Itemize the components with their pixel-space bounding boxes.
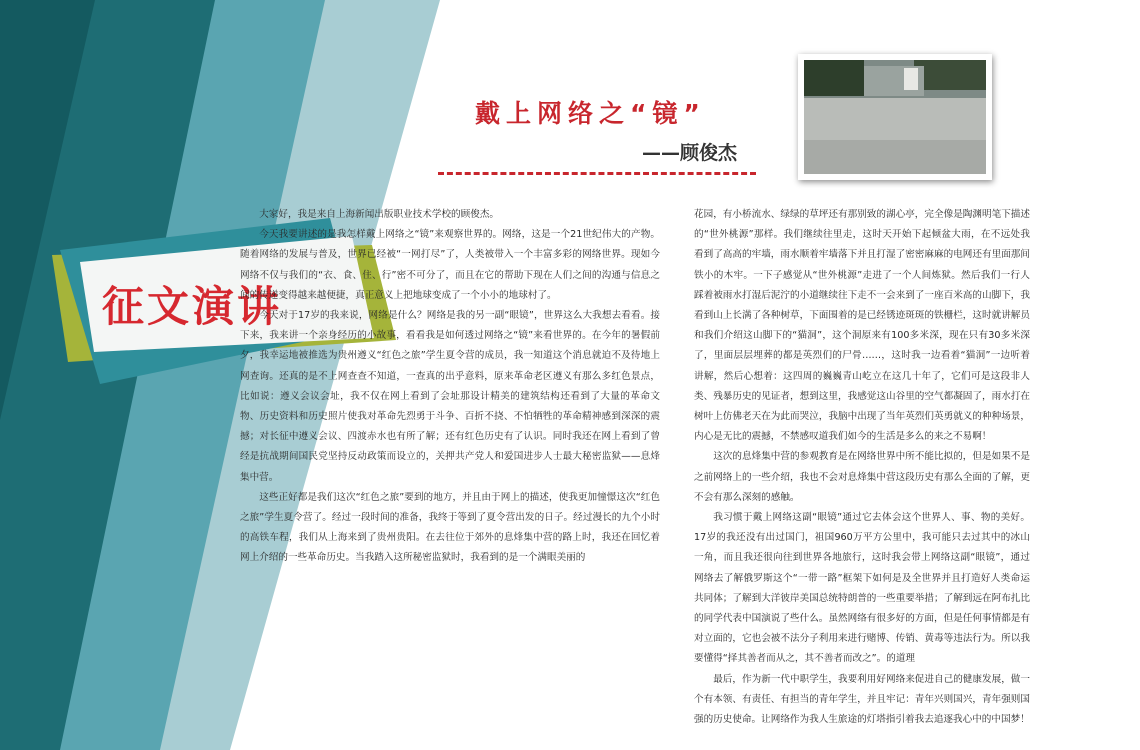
article-title: 戴上网络之“镜”: [475, 99, 706, 128]
photo-frame: [798, 54, 992, 180]
title-divider: [438, 172, 756, 175]
paragraph: 大家好，我是来自上海新闻出版职业技术学校的顾俊杰。: [259, 209, 500, 220]
section-banner-title: 征文演讲: [102, 282, 283, 331]
body-column-left: [240, 205, 660, 569]
paragraph: 这次的息烽集中营的参观教育是在网络世界中所不能比拟的，但是如果不是之前网络上的一些介绍，我也不会对息烽集中营这段历史有那么全面的了解，更不会有那么深刻的感触。: [694, 451, 1030, 503]
body-column-right: [694, 205, 1030, 730]
paragraph: 这些正好都是我们这次“红色之旅”要到的地方，并且由于网上的描述，使我更加憧憬这次“红色之旅”学生夏令营了。经过一段时间的准备，我终于等到了夏令营出发的日子。经过漫长的九个小时的高铁车程，我们从上海来到了贵州贵阳。在去往位于郊外的息烽集中营的路上时，我还在回忆着网上介绍的一些革命历史。当我踏入这所秘密监狱时，我看到的是一个满眼美丽的: [240, 491, 660, 564]
street-photo-icon: [804, 60, 986, 174]
paragraph: 花园，有小桥流水、绿绿的草坪还有那别致的湖心亭，完全像是陶渊明笔下描述的“世外桃源”那样。我们继续往里走，这时天开始下起倾盆大雨，在不远处我看到了高高的牢墙，雨水顺着牢墙落下并且打湿了密密麻麻的电网还有里面那间铁小的木牢。一下子感觉从“世外桃源”走进了一个人间炼狱。然后我们一行人踩着被雨水打湿后泥泞的小道继续往下走不一会来到了一座百米高的山脚下，我看到山上长满了各种树草，下面围着的是已经锈迹斑斑的铁栅栏，这时就讲解员和我们介绍这山脚下的“猫洞”，这个洞原来有100多米深，现在只有30多米深了，里面层层埋葬的都是英烈们的尸骨……，这时我一边看着“猫洞”一边听着讲解，然后心想着：这四周的巍巍青山屹立在这几十年了，它们可是这段非人类、残暴历史的见证者，想到这里，我感觉这山谷里的空气都凝固了，雨水打在树叶上仿佛老天在为此而哭泣，我脑中出现了当年英烈们英勇就义的种种场景，内心是无比的震撼，不禁感叹道我们如今的生活是多么的来之不易啊！: [694, 209, 1030, 443]
article-author: ——顾俊杰: [642, 142, 738, 164]
paragraph: 今天我要讲述的是我怎样戴上网络之“镜”来观察世界的。网络，这是一个21世纪伟大的产物。随着网络的发展与普及，世界已经被“一网打尽”了，人类被带入一个丰富多彩的网络世界。现如今网络不仅与我们的“衣、食、住、行”密不可分了，而且在它的帮助下现在人们之间的沟通与信息之间的传递变得越来越便捷，真正意义上把地球变成了一个小小的地球村了。: [240, 229, 660, 301]
paragraph: 今天对于17岁的我来说，网络是什么？网络是我的另一副“眼镜”，世界这么大我想去看看。接下来，我来讲一个亲身经历的小故事，看看我是如何透过网络之“镜”来看世界的。在今年的暑假前夕，我幸运地被推选为贵州遵义“红色之旅”学生夏令营的成员，我一知道这个消息就迫不及待地上网查询。还真的是不上网查查不知道，一查真的出乎意料，原来革命老区遵义有那么多红色景点，比如说：遵义会议会址，我不仅在网上看到了会址那设计精美的建筑结构还看到了大量的革命文物、历史资料和历史照片使我对革命先烈勇于斗争、百折不挠、不怕牺牲的革命精神感到深深的震撼；对长征中遵义会议、四渡赤水也有所了解；还有红色历史有了认识。同时我还在网上看到了曾经是抗战期间国民党坚持反动政策而设立的，关押共产党人和爱国进步人士最大秘密监狱——息烽集中营。: [240, 310, 660, 483]
paragraph: 最后，作为新一代中职学生，我要利用好网络来促进自己的健康发展，做一个有本领、有责任、有担当的青年学生，并且牢记：青年兴则国兴，青年强则国强的历史使命。让网络作为我人生旅途的灯塔指引着我去追逐我心中的中国梦！: [694, 673, 1030, 726]
paragraph: 我习惯于戴上网络这副“眼镜”通过它去体会这个世界人、事、物的美好。17岁的我还没有出过国门，祖国960万平方公里中，我可能只去过其中的冰山一角，而且我还很向往到世界各地旅行，这时我会带上网络这副“眼镜”，通过网络去了解俄罗斯这个“一带一路”框架下如何是及全世界并且打造好人类命运共同体；了解到大洋彼岸美国总统特朗普的一些重要举措；了解到远在阿布扎比的同学代表中国演说了些什么。虽然网络有很多好的方面，但是任何事情都是有对立面的，它也会被不法分子利用来进行赌博、传销、黄毒等违法行为。所以我要懂得“择其善者而从之，其不善者而改之”。的道理: [694, 512, 1030, 665]
